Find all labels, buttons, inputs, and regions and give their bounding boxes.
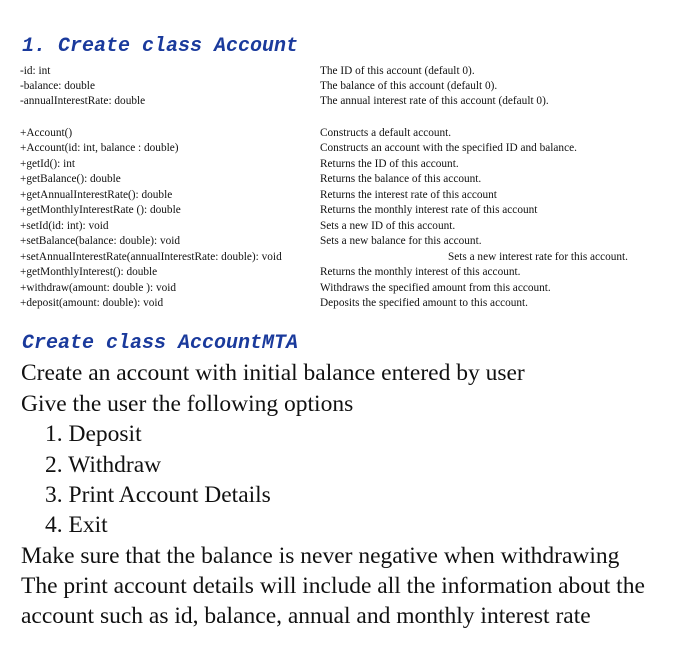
method-description: Returns the interest rate of this account (320, 189, 497, 201)
method-row (20, 296, 680, 311)
method-description: Sets a new ID of this account. (320, 220, 456, 232)
method-row (20, 219, 680, 234)
method-row (20, 126, 680, 141)
field-signature: -annualInterestRate: double (20, 95, 146, 107)
option-item-exit: 4. Exit (45, 512, 108, 538)
section-title-account-mta: Create class AccountMTA (22, 332, 299, 355)
option-item-deposit: 1. Deposit (45, 421, 142, 447)
field-description: The ID of this account (default 0). (320, 65, 475, 77)
method-description: Constructs an account with the specified ID and balance. (320, 142, 577, 154)
method-description: Returns the monthly interest rate of this account (320, 204, 538, 216)
instruction-line: account such as id, balance, annual and monthly interest rate (21, 603, 591, 629)
method-description: Withdraws the specified amount from this account. (320, 282, 551, 294)
method-description: Constructs a default account. (320, 127, 452, 139)
method-description: Returns the monthly interest of this account. (320, 266, 521, 278)
option-item-withdraw: 2. Withdraw (45, 452, 162, 478)
option-item-print-details: 3. Print Account Details (45, 482, 271, 508)
method-signature: +setBalance(balance: double): void (20, 235, 181, 247)
method-signature: +Account(id: int, balance : double) (20, 142, 179, 154)
method-signature: +getBalance(): double (20, 173, 121, 185)
method-description: Returns the ID of this account. (320, 158, 459, 170)
method-signature: +setAnnualInterestRate(annualInterestRate: double): void (20, 251, 282, 263)
method-signature: +getAnnualInterestRate(): double (20, 189, 173, 201)
method-row (20, 172, 680, 187)
method-row (20, 141, 680, 156)
section-title-account: 1. Create class Account (22, 35, 299, 58)
method-signature: +getId(): int (20, 158, 75, 170)
field-row-annual-interest-rate (20, 94, 680, 109)
method-row (20, 234, 680, 249)
instruction-line: The print account details will include all the information about the (21, 573, 645, 599)
method-row (20, 203, 680, 218)
method-signature: +withdraw(amount: double ): void (20, 282, 177, 294)
field-signature: -balance: double (20, 80, 95, 92)
method-signature: +getMonthlyInterestRate (): double (20, 204, 181, 216)
instruction-line: Give the user the following options (21, 391, 354, 417)
method-description: Returns the balance of this account. (320, 173, 482, 185)
method-row (20, 188, 680, 203)
method-signature: +getMonthlyInterest(): double (20, 266, 158, 278)
method-signature: +Account() (20, 127, 73, 139)
method-description: Deposits the specified amount to this account. (320, 297, 529, 309)
method-row (20, 281, 680, 296)
method-description: Sets a new interest rate for this account. (447, 251, 628, 263)
method-signature: +setId(id: int): void (20, 220, 109, 232)
instruction-line: Make sure that the balance is never negative when withdrawing (21, 543, 620, 569)
field-description: The annual interest rate of this account (default 0). (320, 95, 549, 107)
method-description: Sets a new balance for this account. (320, 235, 482, 247)
field-row-id (20, 64, 680, 79)
method-row (20, 265, 680, 280)
method-row (20, 157, 680, 172)
instruction-line: Create an account with initial balance entered by user (21, 360, 525, 386)
field-signature: -id: int (20, 65, 51, 77)
method-signature: +deposit(amount: double): void (20, 297, 164, 309)
field-description: The balance of this account (default 0). (320, 80, 498, 92)
method-row (20, 250, 680, 265)
field-row-balance (20, 79, 680, 94)
